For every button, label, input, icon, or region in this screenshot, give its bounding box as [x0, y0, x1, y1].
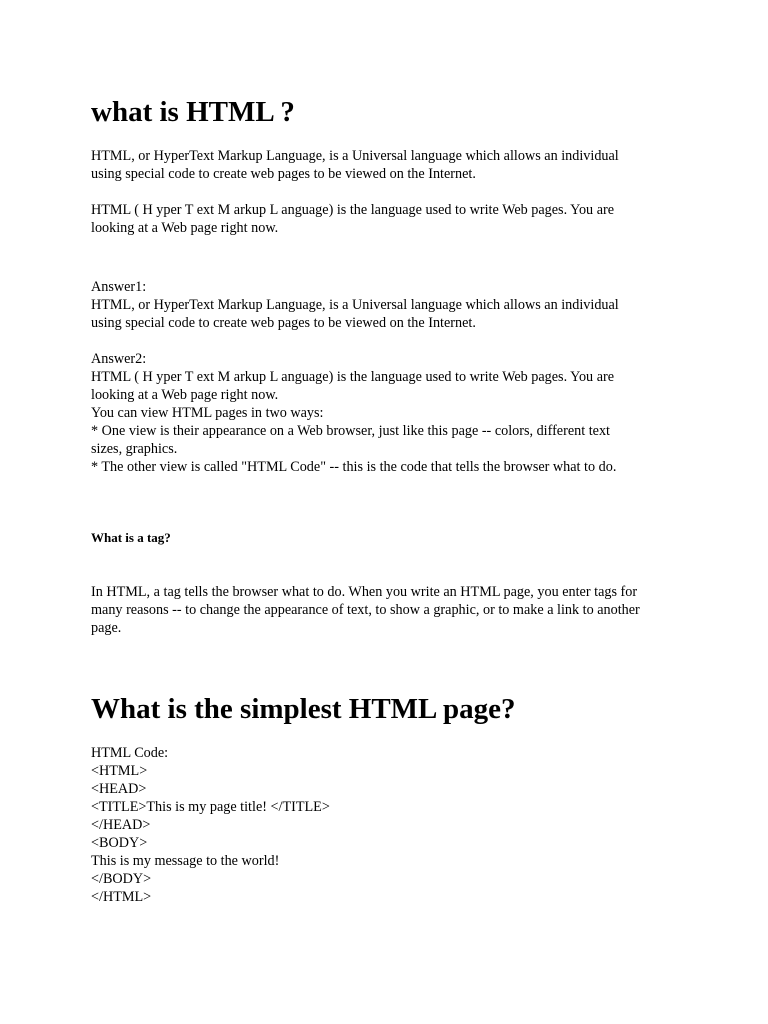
answer2-label: Answer2:	[91, 351, 147, 367]
code-line: </BODY>	[91, 871, 152, 887]
answer2-line: sizes, graphics.	[91, 441, 178, 457]
answer2-line: * The other view is called "HTML Code" -- this is the code that tells the browser what to do.	[91, 459, 617, 475]
answer2-line: HTML ( H yper T ext M arkup L anguage) is the language used to write Web pages. You are	[91, 369, 615, 385]
answer1-label: Answer1:	[91, 279, 147, 295]
answer2-line: * One view is their appearance on a Web browser, just like this page -- colors, different text	[91, 423, 610, 439]
intro2-line: looking at a Web page right now.	[91, 220, 279, 236]
answer2-line: looking at a Web page right now.	[91, 387, 279, 403]
answer2-line: You can view HTML pages in two ways:	[91, 405, 324, 421]
heading-what-is-html: what is HTML ?	[91, 96, 295, 128]
intro-line: HTML, or HyperText Markup Language, is a Universal language which allows an individual	[91, 148, 619, 164]
heading-what-is-a-tag: What is a tag?	[91, 530, 171, 545]
heading-simplest-html-page: What is the simplest HTML page?	[91, 693, 516, 725]
code-line: This is my message to the world!	[91, 853, 280, 869]
code-line: </HTML>	[91, 889, 152, 905]
answer1-line: HTML, or HyperText Markup Language, is a Universal language which allows an individual	[91, 297, 619, 313]
tag-line: page.	[91, 620, 122, 636]
code-label: HTML Code:	[91, 745, 169, 761]
intro-line: using special code to create web pages to be viewed on the Internet.	[91, 166, 476, 182]
code-line: <TITLE>This is my page title! </TITLE>	[91, 799, 330, 815]
code-line: <HEAD>	[91, 781, 147, 797]
code-line: <HTML>	[91, 763, 148, 779]
code-line: <BODY>	[91, 835, 148, 851]
answer1-line: using special code to create web pages to be viewed on the Internet.	[91, 315, 476, 331]
intro2-line: HTML ( H yper T ext M arkup L anguage) is the language used to write Web pages. You are	[91, 202, 615, 218]
tag-line: In HTML, a tag tells the browser what to do. When you write an HTML page, you enter tags for	[91, 584, 638, 600]
tag-line: many reasons -- to change the appearance of text, to show a graphic, or to make a link to another	[91, 602, 640, 618]
code-line: </HEAD>	[91, 817, 151, 833]
